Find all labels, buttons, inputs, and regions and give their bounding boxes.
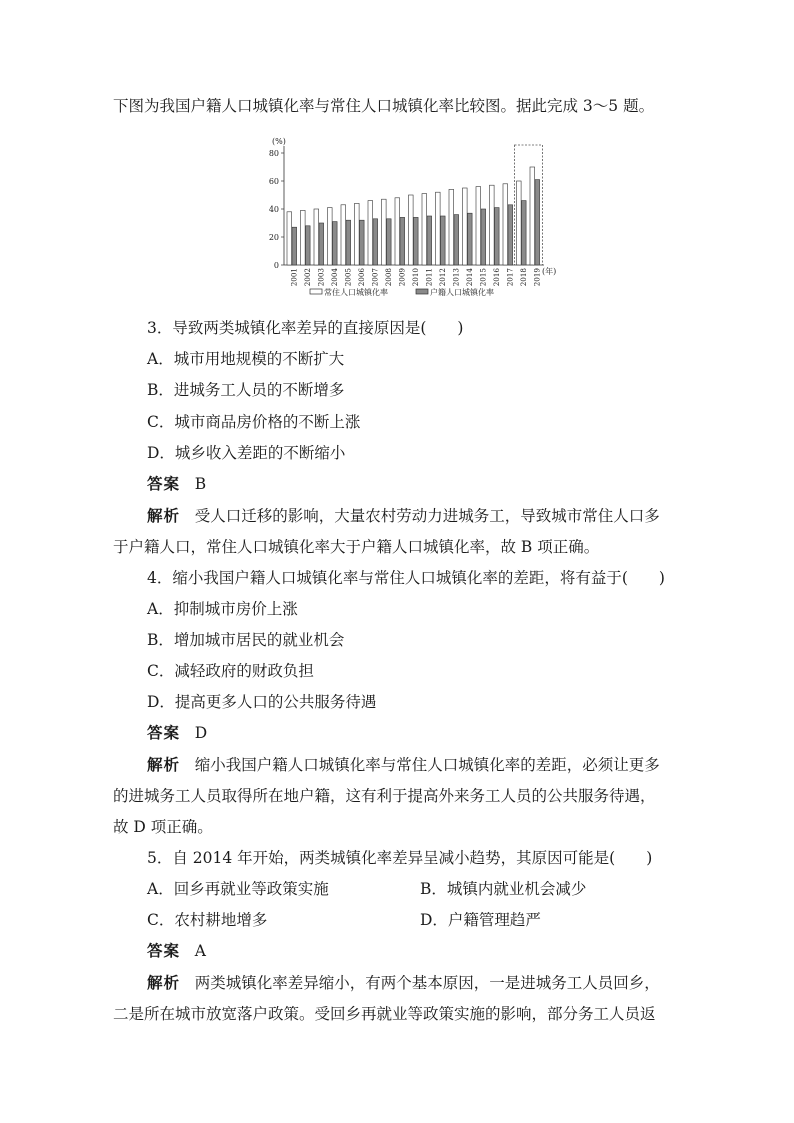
- x-tick-label: 2002: [303, 268, 313, 287]
- q5-option-a: A．回乡再就业等政策实施: [147, 880, 329, 898]
- answer-value: B: [194, 475, 207, 493]
- bar-registered: [535, 180, 540, 265]
- x-tick-label: 2010: [411, 268, 421, 287]
- bar-resident: [314, 209, 319, 265]
- answer-value: A: [194, 942, 206, 960]
- y-tick-label: 60: [268, 177, 279, 186]
- x-tick-label: 2013: [451, 268, 461, 287]
- legend: [310, 287, 494, 297]
- q4-answer: [147, 723, 207, 743]
- x-tick-label: 2011: [424, 268, 434, 287]
- bar-registered: [306, 226, 311, 265]
- q3-option-b: B．进城务工人员的不断增多: [147, 381, 345, 399]
- x-tick-label: 2014: [465, 268, 475, 287]
- q4-option-d: D．提高更多人口的公共服务待遇: [147, 693, 377, 711]
- x-tick-label: 2008: [384, 268, 394, 287]
- analysis-label: 解析: [147, 973, 181, 992]
- bar-resident: [395, 198, 400, 265]
- x-tick-label: 2019: [532, 268, 542, 287]
- legend-swatch-resident: [310, 289, 322, 294]
- x-tick-label: 2015: [478, 268, 488, 287]
- q3-option-d: D．城乡收入差距的不断缩小: [147, 444, 346, 462]
- q3-option-a: A．城市用地规模的不断扩大: [147, 350, 345, 368]
- q3-option-c: C．城市商品房价格的不断上涨: [147, 413, 361, 431]
- bar-registered: [333, 222, 338, 265]
- q5-stem: 5．自 2014 年开始，两类城镇化率差异呈减小趋势，其原因可能是( ): [147, 849, 653, 867]
- answer-label: 答案: [147, 941, 181, 960]
- y-unit-label: (%): [272, 137, 286, 146]
- x-tick-label: 2012: [438, 268, 448, 287]
- q5-analysis-line-2: 二是所在城市放宽落户政策。受回乡再就业等政策实施的影响，部分务工人员返: [113, 1005, 656, 1023]
- y-tick-label: 40: [268, 205, 279, 214]
- x-unit-label: (年): [542, 267, 557, 276]
- q4-analysis-line-2: 的进城务工人员取得所在地户籍，这有利于提高外来务工人员的公共服务待遇，: [113, 787, 656, 805]
- analysis-text: 两类城镇化率差异缩小，有两个基本原因，一是进城务工人员回乡，: [194, 974, 660, 992]
- x-tick-label: 2004: [330, 268, 340, 287]
- bar-resident: [503, 184, 508, 265]
- bar-resident: [382, 199, 387, 265]
- bar-resident: [530, 167, 535, 265]
- analysis-text: 缩小我国户籍人口城镇化率与常住人口城镇化率的差距，必须让更多: [194, 756, 660, 774]
- analysis-label: 解析: [147, 506, 181, 525]
- bar-resident: [422, 194, 427, 265]
- bar-registered: [508, 205, 513, 265]
- q5-option-c: C．农村耕地增多: [147, 911, 268, 929]
- bar-registered: [454, 215, 459, 265]
- bar-resident: [328, 208, 333, 265]
- bar-resident: [449, 189, 454, 265]
- x-axis-labels: [290, 268, 542, 287]
- q3-stem: 3．导致两类城镇化率差异的直接原因是( ): [147, 319, 464, 337]
- answer-label: 答案: [147, 474, 181, 493]
- q5-answer: [147, 941, 206, 961]
- y-tick-label: 80: [268, 149, 279, 158]
- q4-stem: 4．缩小我国户籍人口城镇化率与常住人口城镇化率的差距，将有益于( ): [147, 569, 665, 587]
- urbanization-bar-chart: [258, 134, 558, 304]
- bar-registered: [522, 201, 527, 265]
- bar-resident: [287, 212, 292, 265]
- q4-option-a: A．抑制城市房价上涨: [147, 600, 298, 618]
- legend-swatch-registered: [416, 289, 428, 294]
- q3-answer: [147, 474, 206, 494]
- bar-resident: [355, 203, 360, 265]
- legend-label-resident: 常住人口城镇化率: [324, 288, 388, 297]
- q5-option-d: D．户籍管理趋严: [420, 911, 541, 929]
- answer-label: 答案: [147, 723, 181, 742]
- bar-registered: [481, 209, 486, 265]
- x-tick-label: 2003: [316, 268, 326, 287]
- bar-registered: [427, 216, 432, 265]
- bar-registered: [387, 219, 392, 265]
- q4-analysis-line-3: 故 D 项正确。: [113, 818, 213, 836]
- x-tick-label: 2017: [505, 268, 515, 287]
- bar-registered: [319, 223, 324, 265]
- bar-registered: [414, 217, 419, 265]
- bar-registered: [373, 219, 378, 265]
- x-tick-label: 2006: [357, 268, 367, 287]
- bar-resident: [490, 185, 495, 265]
- x-tick-label: 2005: [343, 268, 353, 287]
- bar-resident: [341, 205, 346, 265]
- analysis-text: 受人口迁移的影响，大量农村劳动力进城务工，导致城市常住人口多: [194, 507, 660, 525]
- q5-option-b: B．城镇内就业机会减少: [420, 880, 587, 898]
- bar-resident: [368, 201, 373, 265]
- q4-option-c: C．减轻政府的财政负担: [147, 662, 314, 680]
- bar-registered: [346, 220, 351, 265]
- x-tick-label: 2016: [492, 268, 502, 287]
- bar-registered: [292, 227, 297, 265]
- bar-resident: [463, 188, 468, 265]
- bar-registered: [468, 213, 473, 265]
- x-tick-label: 2001: [289, 268, 299, 287]
- y-tick-label: 20: [268, 233, 279, 242]
- bars-group: [287, 145, 543, 265]
- q3-analysis-line-1: [147, 506, 660, 526]
- bar-registered: [441, 216, 446, 265]
- q4-option-b: B．增加城市居民的就业机会: [147, 631, 345, 649]
- answer-value: D: [194, 724, 208, 742]
- bar-registered: [495, 208, 500, 265]
- x-tick-label: 2018: [519, 268, 529, 287]
- x-tick-label: 2007: [370, 268, 380, 287]
- analysis-label: 解析: [147, 755, 181, 774]
- bar-resident: [409, 195, 414, 265]
- bar-resident: [517, 181, 522, 265]
- q3-analysis-line-2: 于户籍人口，常住人口城镇化率大于户籍人口城镇化率，故 B 项正确。: [113, 538, 600, 556]
- q4-analysis-line-1: [147, 755, 660, 775]
- bar-registered: [360, 220, 365, 265]
- intro-text: 下图为我国户籍人口城镇化率与常住人口城镇化率比较图。据此完成 3～5 题。: [113, 97, 655, 115]
- legend-label-registered: 户籍人口城镇化率: [430, 288, 494, 297]
- bar-resident: [436, 192, 441, 265]
- y-tick-label: 0: [273, 261, 279, 270]
- x-tick-label: 2009: [397, 268, 407, 287]
- bar-registered: [400, 217, 405, 265]
- bar-resident: [476, 187, 481, 265]
- bar-resident: [301, 210, 306, 265]
- q5-analysis-line-1: [147, 973, 660, 993]
